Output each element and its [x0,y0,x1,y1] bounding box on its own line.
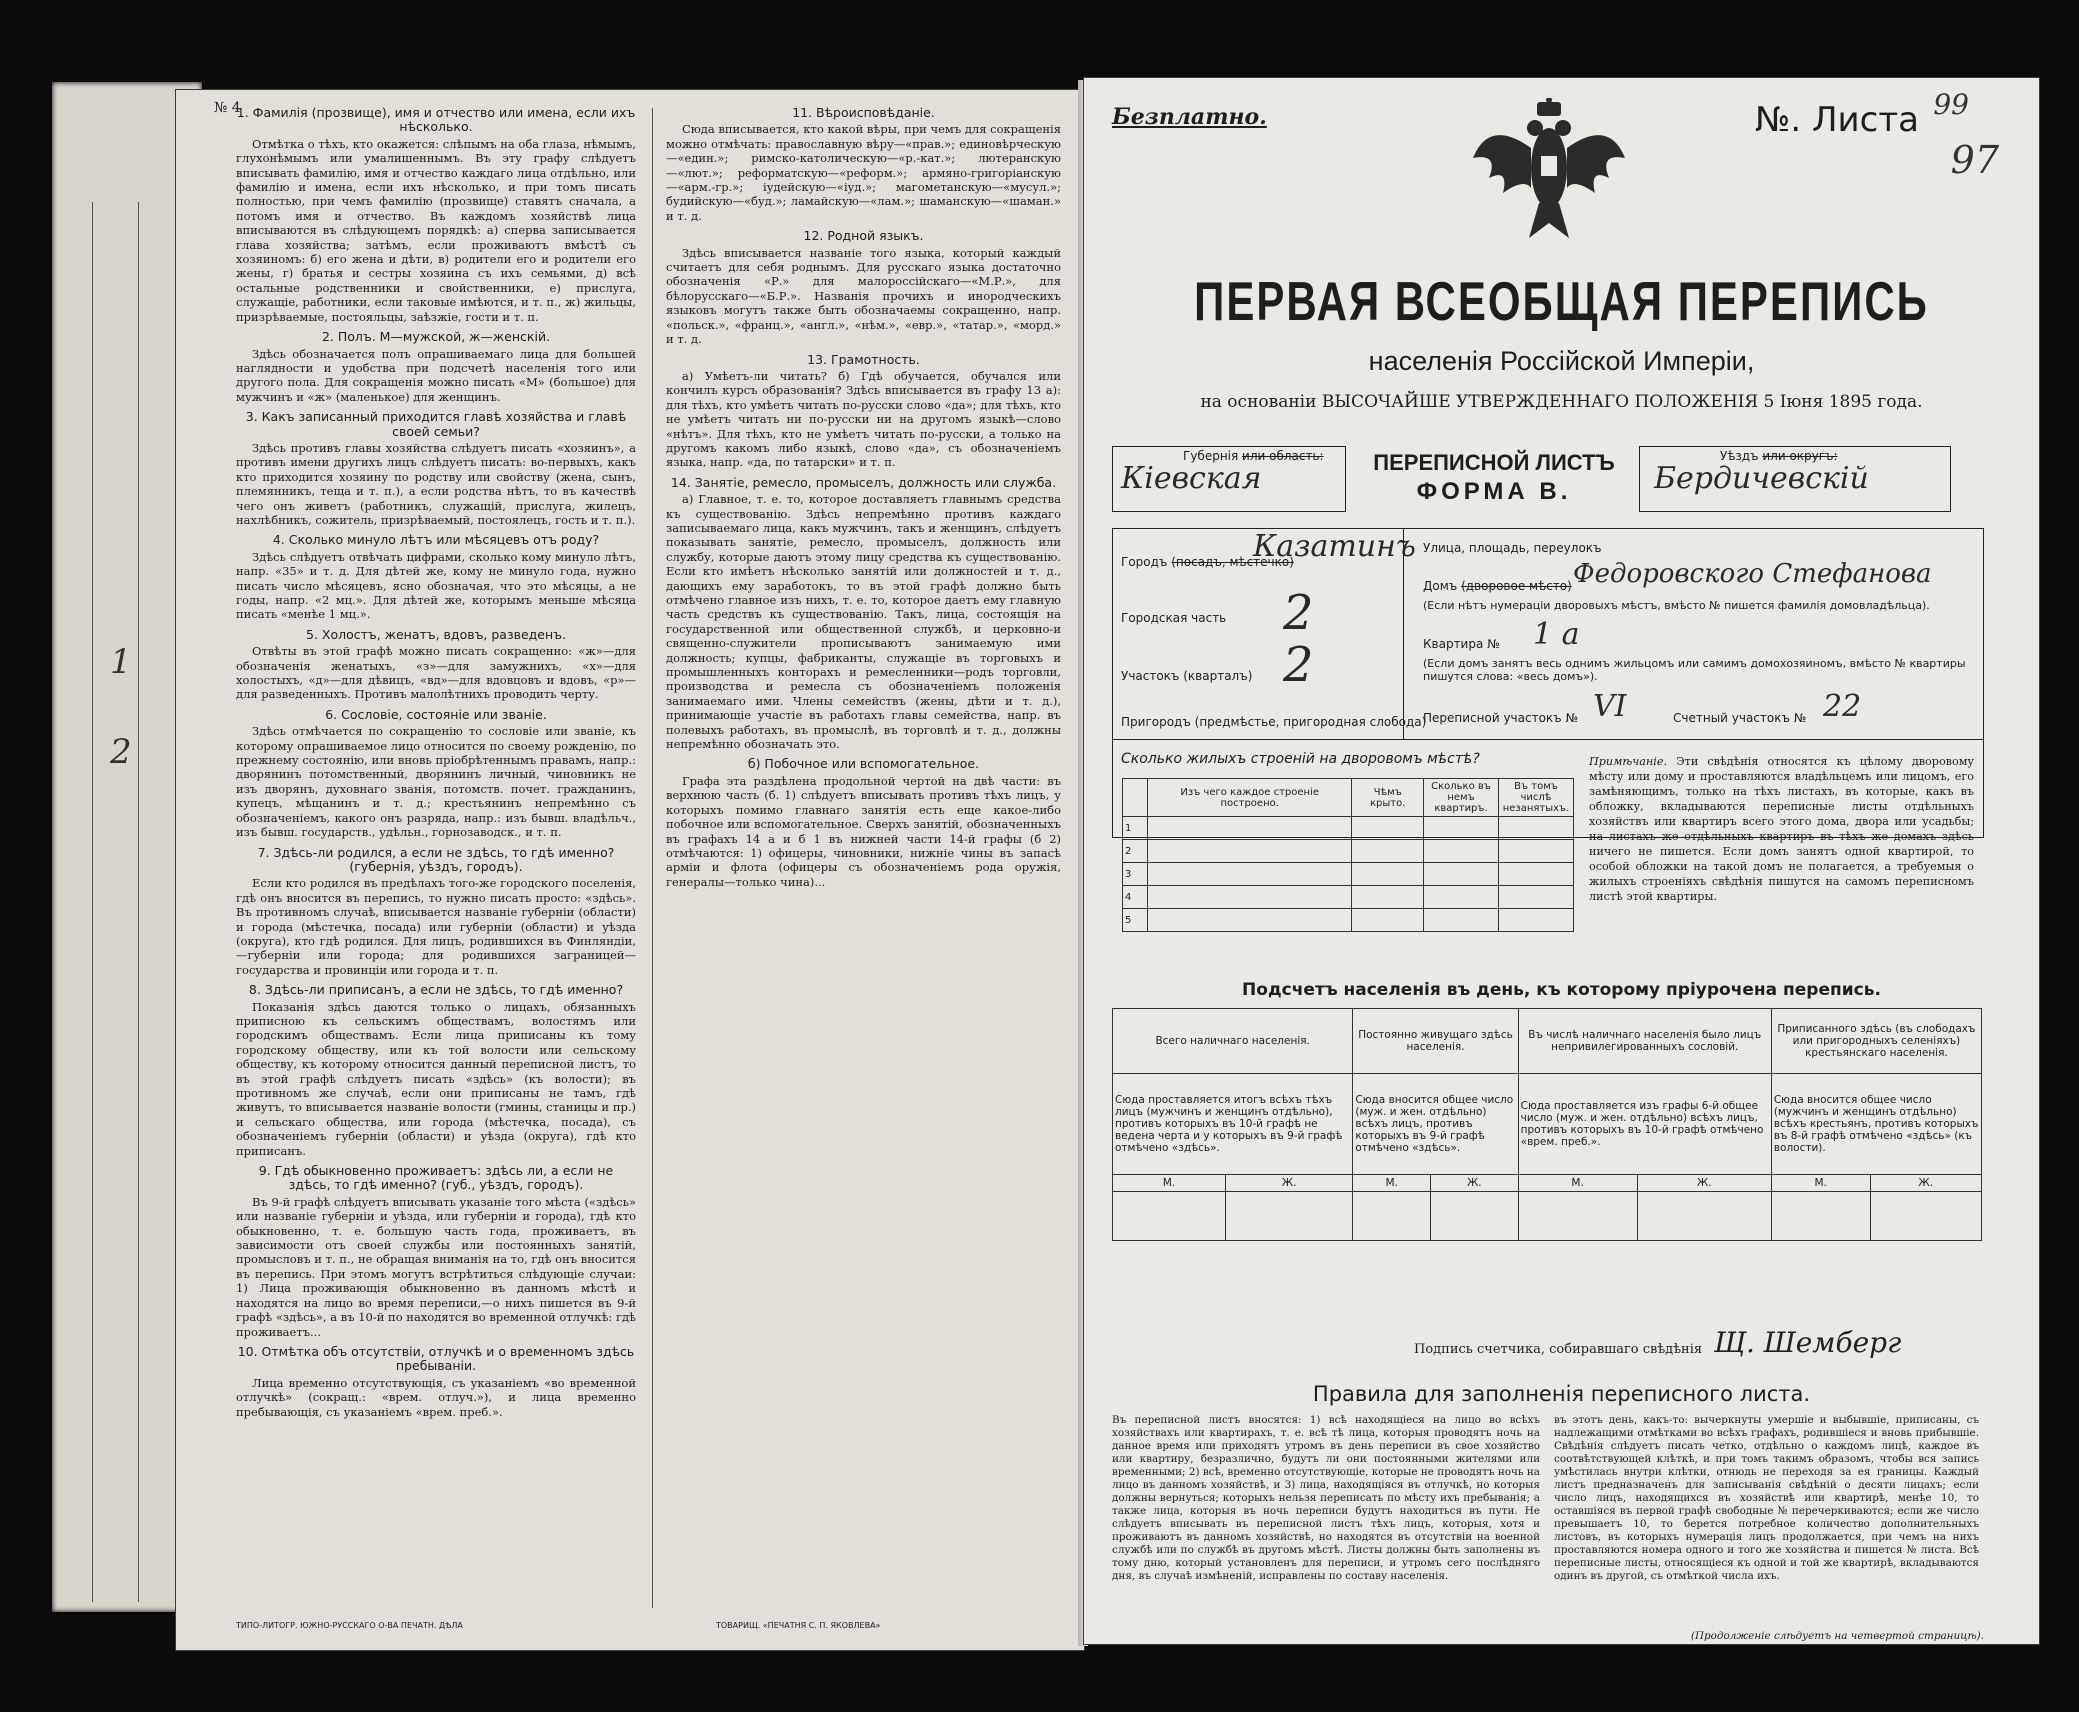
section-text: Здѣсь слѣдуетъ отвѣчать цифрами, сколько кому минуло лѣтъ, напр. «35» и т. д. Для дѣтей же, кому не минуло года, нужно писать число мѣсяцевъ, ясно обозначая, что это мѣсяцы, а не годы, напр. «2 мц.». Для дѣтей же, которымъ меньше мѣсяца писать «менѣе 1 мц.». [236,549,636,622]
male-label: М. [1353,1175,1431,1192]
imperial-eagle-emblem [1469,98,1629,248]
row-number: 2 [1123,840,1148,863]
printer-imprint-right: ТОВАРИЩ. «ПЕЧАТНЯ С. П. ЯКОВЛЕВА» [716,1621,881,1630]
buildings-header: Изъ чего каждое строенiе построено. [1148,779,1352,817]
uchastok-value: 2 [1283,637,1314,693]
section-text: Здѣсь вписывается названiе того языка, который каждый считаетъ для себя роднымъ. Для русскаго языка достаточно обозначенiя «Р.» для малороссiйскаго—«М.Р.», для бѣлорусскаго—«Б.Р.». Названiя прочихъ и инородческихъ языковъ могутъ также быть обозначаемы сокращенно, напр. «польск.», «франц.», «англ.», «нѣм.», «евр.», «татар.», «морд.» и т. д. [666,245,1061,347]
strip-rule [92,202,93,1602]
section-text: Графа эта раздѣлена продольной чертой на двѣ части: въ верхнюю часть (б. 1) слѣдуетъ вписывать противъ тѣхъ лицъ, у которыхъ помимо главнаго занятiя есть еще какое-либо побочное или вспомогательное. Сверхъ занятiй, обозначенныхъ въ графахъ 14 а и б 1 въ нижней части 14-й графы (б 2) отмѣчаются: 1) офицеры, чиновники, нижнiе чины въ запасѣ армiи и флота (офицеры съ обозначенiемъ рода оружiя, генералы—только чина)... [666,773,1061,889]
table-row [1123,840,1574,863]
continuation-note: (Продолженiе слѣдуетъ на четвертой страницѣ). [1690,1630,1984,1642]
section-text: а) Главное, т. е. то, которое доставляетъ главнымъ средства къ существованiю. Здѣсь непремѣнно противъ каждаго записываемаго лица, какъ мужчинъ, такъ и женщинъ, слѣдуетъ показывать занятiе, ремесло, промыселъ, должность или службу, которые даютъ этому лицу средства къ существованiю. Если кто имѣетъ нѣсколько занятiй или должностей и т. д., дающихъ ему заработокъ, то въ этой графѣ должно быть отмѣчено главное изъ нихъ, т. е. то, которое даетъ ему главную часть средствъ къ существованiю. Такъ, лица, состоящiя на государственной или общественной службѣ, и церковно-и священно-служители прописываютъ занимаемую ими должность; купцы, фабриканты, служащiе въ торговыхъ и промышленныхъ конторахъ и ремесленники—родъ торговли, производства и ремесла съ обозначенiемъ положенiя занимаемаго ими. Члены семействъ (жены, дѣти и т. д.), принимающiе участiе въ работахъ главы семейства, напр. въ полевыхъ работахъ, въ промыслѣ, въ торговлѣ и т. д., должны непремѣнно обозначать это. [666,492,1061,752]
table-row [1123,863,1574,886]
section-heading: б) Побочное или вспомогательное. [747,756,980,772]
guberniya-value: Кiевская [1121,461,1262,496]
male-label: М. [1518,1175,1637,1192]
section-text: Здѣсь обозначается полъ опрашиваемаго лица для большей наглядности и удобства при подсчетѣ населенiя того или другого пола. Для сокращенiя можно писать «М» (большое) для мужчинъ и «ж» (маленькое) для женщинъ. [236,346,636,404]
dom-value: Федоровского Стефанова [1573,559,1932,589]
city-part-value: 2 [1283,585,1314,641]
section-heading: 11. Вѣроисповѣданiе. [792,105,935,120]
page-mark: № 4 [214,100,241,116]
count-text: Сюда вносится общее число (муж. и жен. отдѣльно) всѣхъ лицъ, противъ которыхъ въ 9-й графѣ отмѣчено «здѣсь». [1353,1074,1518,1175]
row-number: 3 [1123,863,1148,886]
female-label: Ж. [1430,1175,1518,1192]
section-text: Здѣсь отмѣчается по сокращенiю то сословiе или званiе, къ которому опрашиваемое лицо относится по своему рожденiю, по прежнему состоянiю, или вновь прiобрѣтеннымъ правамъ, напр.: дворянинъ потомственный, дворянинъ личный, чиновникъ не изъ дворянъ, духовнаго званiя, потомств. почет. гражданинъ, купецъ, мѣщанинъ и т. д.; крестьянинъ непремѣнно съ обозначенiемъ, какого онъ разряда, напр.: изъ бывш. владѣльч., изъ бывш. государств., удѣльн., горнозаводск., и т. п. [236,724,636,840]
female-label: Ж. [1637,1175,1771,1192]
strip-rule [138,202,139,1602]
census-form-page [1084,78,2039,1644]
signature-value: Щ. Шемберг [1714,1326,1902,1359]
address-rule [1113,739,1983,740]
city-part-label: Городская часть [1121,611,1227,625]
count-text: Сюда проставляется изъ графы 6-й общее число (муж. и жен. отдѣльно) всѣхъ лицъ, противъ которыхъ въ 10-й графѣ отмѣчено «врем. преб.». [1518,1074,1771,1175]
count-title: Подсчетъ населенiя въ день, къ которому прiурочена перепись. [1242,980,1881,1000]
section-text: Показанiя здѣсь даются только о лицахъ, обязанныхъ приписною къ сельскимъ обществамъ, волостямъ или городскимъ обществамъ. Если лица приписаны къ тому городскому обществу, или къ той волости или сельскому обществу, къ которому относится данный переписной листъ, то въ этой графѣ слѣдуетъ писать «здѣсь» (къ волости); въ противномъ же случаѣ, если они приписаны не тамъ, гдѣ живутъ, то вписывается названiе волости (гмины, станицы и пр.) и сельскаго общества, или города (мѣстечка, посада), съ обозначенiемъ губернiи (области) и уѣзда (округа), гдѣ кто приписанъ. [236,999,636,1158]
uezd-value: Бердичевскiй [1654,461,1869,496]
perep-uchastok-label: Переписной участокъ № [1423,711,1578,725]
section-heading: 14. Занятiе, ремесло, промыселъ, должность или служба. [670,474,1057,490]
apartment-note: (Если домъ занятъ весь однимъ жильцомъ или самимъ домохозяиномъ, вмѣсто № квартиры пишутся слова: «весь домъ»). [1423,657,1966,683]
table-row [1123,817,1574,840]
buildings-header: Сколько въ немъ квартиръ. [1424,779,1499,817]
section-heading: 6. Сословiе, состоянiе или званiе. [325,706,547,722]
section-text: Лица временно отсутствующiя, съ указанiемъ «во временной отлучкѣ» (сокращ.: «врем. отлуч.»), и лица временно пребывающiя, съ указанiемъ «врем. преб.». [236,1375,636,1419]
printer-imprint-left: ТИПО-ЛИТОГР. ЮЖНО-РУССКАГО О-ВА ПЕЧАТН. ДѢЛА [236,1621,463,1630]
row-number: 5 [1123,909,1148,932]
row-number: 1 [1123,817,1148,840]
female-label: Ж. [1225,1175,1353,1192]
count-text: Сюда вносится общее число (мужчинъ и женщинъ отдѣльно) всѣхъ крестьянъ, противъ которыхъ въ 8-й графѣ отмѣчено «здѣсь» (къ волости). [1771,1074,1981,1175]
female-label: Ж. [1870,1175,1982,1192]
rules-title: Правила для заполненiя переписного листа. [1312,1382,1811,1406]
note-block [1589,754,1974,904]
male-label: М. [1113,1175,1226,1192]
instructions-column-2 [666,100,1061,891]
section-heading: 8. Здѣсь-ли приписанъ, а если не здѣсь, то гдѣ именно? [248,982,624,998]
section-heading: 7. Здѣсь-ли родился, а если не здѣсь, то гдѣ именно? (губернiя, уѣздъ, городъ). [257,844,615,874]
section-heading: 13. Грамотность. [807,351,920,367]
count-header: Въ числѣ наличнаго населенiя было лицъ непривилегированныхъ сословiй. [1518,1009,1771,1074]
section-heading: 12. Родной языкъ. [803,228,924,244]
rules-column-2: въ этотъ день, какъ-то: вычеркнуты умершiе и выбывшiе, приписаны, съ надлежащими отмѣтками во всѣхъ графахъ, родившiеся и вновь прибывшiе. Свѣдѣнiя слѣдуетъ писать четко, отдѣльно о каждомъ лицѣ, каждое въ соотвѣтствующей клѣткѣ, и при томъ такимъ образомъ, чтобы вся запись умѣстилась внутри клѣтки, отнюдь не переходя за ея границы. Каждый листъ предназначенъ для записыванiя свѣдѣнiй о десяти лицахъ; если число лицъ, находящихся въ хозяйствѣ или квартирѣ, менѣе 10, то оставшiяся въ первой графѣ свободные № перечеркиваются; если же число превышаетъ 10, то берется потребное количество дополнительныхъ листовъ, въ которыхъ нумерацiя лицъ продолжается, при чемъ на нихъ проставляются номера одного и того же хозяйства и пишется № листа. Всѣ переписные листы, относящiеся къ одной и той же квартирѣ, вкладываются одинъ въ другой, съ отмѣткой числа ихъ. [1554,1414,1979,1582]
sheet-number-label: №. Листа [1755,100,1919,140]
section-text: Отвѣты въ этой графѣ можно писать сокращенно: «ж»—для обозначенiя женатыхъ, «з»—для замужнихъ, «х»—для холостыхъ, «д»—для дѣвицъ, «вд»—для вдовцовъ и вдовъ, «р»—для разведенныхъ. Противъ малолѣтнихъ проводить черту. [236,644,636,702]
table-row [1123,886,1574,909]
count-header: Всего наличнаго населенiя. [1113,1009,1353,1074]
count-text: Сюда проставляется итогъ всѣхъ тѣхъ лицъ (мужчинъ и женщинъ отдѣльно), противъ которыхъ въ 10-й графѣ не ведена черта и у которыхъ въ 9-й графѣ отмѣчено «здѣсь». [1113,1074,1353,1175]
buildings-table [1122,778,1574,932]
section-heading: 1. Фамилiя (прозвище), имя и отчество или имена, если ихъ нѣсколько. [236,105,636,135]
section-heading: 4. Сколько минуло лѣтъ или мѣсяцевъ отъ роду? [272,532,600,548]
note-label: Примѣчанiе. [1589,755,1668,768]
apartment-label: Квартира № [1423,637,1500,651]
section-heading: 10. Отмѣтка объ отсутствiи, отлучкѣ и о временномъ здѣсь пребыванiи. [237,1343,635,1374]
census-title: ПЕРВАЯ ВСЕОБЩАЯ ПЕРЕПИСЬ [1194,270,1929,332]
count-header: Приписанного здѣсь (въ слободахъ или пригородныхъ селенiяхъ) крестьянскаго населенiя. [1771,1009,1981,1074]
note-text: Эти свѣдѣнiя относятся къ цѣлому дворовому мѣсту или дому и проставляются владѣльцемъ или лицомъ, его замѣняющимъ, только на тѣхъ листахъ, въ которые, какъ въ обложку, вкладываются переписные листы отдѣльныхъ хозяйствъ или квартиръ всего этого дома, двора или усадьбы; на листахъ же отдѣльныхъ квартиръ въ тѣхъ же домахъ здѣсь ничего не пишется. Если домъ занятъ одной квартирой, то особой обложки на такой домъ не полагается, а требуемыя о жилыхъ строенiяхъ свѣдѣнiя пишутся на самомъ переписномъ листѣ этой квартиры. [1589,755,1974,903]
count-mf-row [1113,1175,1982,1192]
section-text: Сюда вписывается, кто какой вѣры, при чемъ для сокращенiя можно отмѣчать: православную вѣру—«прав.»; единовѣрческую—«един.»; римско-католическую—«р.-кат.»; лютеранскую—«лют.»; реформатскую—«реформ.»; армяно-григорiанскую—«арм.-гр.»; iудейскую—«iуд.»; магометанскую—«мусул.»; будийскую—«буд.»; ламайскую—«лам.»; шаманскую—«шаман.» и т. д. [666,122,1061,223]
census-subtitle: населенiя Россiйской Имперiи, [1368,346,1755,376]
schet-uchastok-value: 22 [1823,689,1862,724]
male-label: М. [1771,1175,1870,1192]
schet-uchastok-label: Счетный участокъ № [1673,711,1807,725]
guberniya-label: Губернiя или область: [1183,449,1324,463]
sheet-number-handwritten: 99 [1933,88,1969,121]
form-title-line2: ФОРМА В. [1416,478,1572,505]
perep-uchastok-value: VI [1593,689,1627,724]
strip-number-1: 1 [110,642,132,682]
uezd-box [1639,446,1951,512]
buildings-header-row [1123,779,1574,817]
left-page-instructions [176,90,1084,1650]
rules-column-1: Въ переписной листъ вносятся: 1) всѣ находящiеся на лицо во всѣхъ хозяйствахъ или квартирахъ, т. е. всѣ тѣ лица, которыя проводятъ ночь на данное время или приходятъ утромъ въ день переписи въ свое хозяйство или квартиру, безразлично, будутъ ли они постоянными жителями или временными; 2) всѣ, временно отсутствующiе, которые не проводятъ ночь на лицо въ данномъ хозяйствѣ, и 3) лица, находящiяся въ отлучкѣ, но которыя должны вернуться; которыхъ нельзя переписать по мѣсту ихъ пребыванiя; а также лица, которыя въ ночь переписи будутъ находиться въ пути. Не слѣдуетъ вписывать въ переписной листъ тѣхъ лицъ, которыя, хотя и проживаютъ въ данномъ хозяйствѣ, но находятся въ отсутствiи на военной службѣ или по службѣ въ другомъ мѣстѣ. Листы должны быть заполнены въ тому дню, который установленъ для переписи, и утромъ сего послѣдняго дня, въ случаѣ измѣненiй, исправлены по составу населенiя. [1112,1414,1540,1582]
count-value-row [1113,1192,1982,1241]
section-text: Если кто родился въ предѣлахъ того-же городского поселенiя, гдѣ онъ вносится въ перепись, то нужно писать просто: «здѣсь». Въ противномъ случаѣ, вписывается названiе губернiи (области) и города (мѣстечка, посада) или губернiи (области) и уѣзда (округа), кто гдѣ родился. Для лицъ, родившихся въ Финляндiи,—губернiи или города; для родившихся заграницей—государства и провинцiи или города и т. п. [236,876,636,977]
signature-label: Подпись счетчика, собиравшаго свѣдѣнiя [1414,1342,1703,1357]
free-label: Безплатно. [1112,104,1267,130]
guberniya-box [1112,446,1346,512]
uchastok-label: Участокъ (кварталъ) [1121,669,1253,683]
section-text: Отмѣтка о тѣхъ, кто окажется: слѣпымъ на оба глаза, нѣмымъ, глухонѣмымъ или умалишеннымъ. Въ эту графу слѣдуетъ вписывать фамилiю, имя и отчество каждаго лица отдѣльно, или фамилiю и имена, если ихъ нѣсколько, и при томъ писать полностью, при чемъ фамилiю (прозвище) ставятъ сначала, а потомъ имя и отчество. Въ каждомъ хозяйствѣ лица вписываются въ слѣдующемъ порядкѣ: а) сперва записывается глава хозяйства; затѣмъ, если проживаютъ вмѣстѣ съ хозяиномъ: б) его жена и дѣти, в) родители его и родители его жены, г) братья и сестры хозяина съ ихъ семьями, д) всѣ остальные родственники и свойственники, е) прислуга, служащiе, работники, если таковые имѣются, и т. п., ж) жильцы, призрѣваемые, постояльцы, заѣзжiе, гости и т. п. [236,136,636,324]
dom-note: (Если нѣтъ нумерацiи дворовыхъ мѣстъ, вмѣсто № пишется фамилiя домовладѣльца). [1423,599,1930,612]
city-value: Казатинъ [1253,529,1416,564]
section-heading: 5. Холостъ, женатъ, вдовъ, разведенъ. [306,626,566,642]
count-header-row [1113,1009,1982,1074]
section-text: а) Умѣетъ-ли читать? б) Гдѣ обучается, обучался или кончилъ курсъ образованiя? Здѣсь вписывается въ графу 13 а): для тѣхъ, кто умѣетъ читать по-русски слово «да»; для тѣхъ, кто не умѣетъ читать ни по-русски ни на другомъ языкѣ—слово «нѣтъ». Для тѣхъ, кто не умѣетъ читать по-русски, а только на другомъ какомъ либо языкѣ, слово «да», съ обозначенiемъ языка, напр. «да, по татарски» и т. п. [666,368,1061,470]
city-label: Городъ (посадъ, мѣстечко) [1121,555,1294,569]
section-heading: 2. Полъ. М—мужской, ж—женскiй. [321,329,551,345]
population-count-table [1112,1008,1982,1241]
sheet-number-handwritten-2: 97 [1950,138,1999,182]
section-heading: 9. Гдѣ обыкновенно проживаетъ: здѣсь ли, а если не здѣсь, то гдѣ именно? (губ., уѣздъ, городъ). [258,1163,614,1193]
buildings-header: Чѣмъ крыто. [1352,779,1424,817]
strip-number-2: 2 [110,732,132,772]
form-title-line1: ПЕРЕПИСНОЙ ЛИСТЪ [1373,450,1615,475]
count-text-row [1113,1074,1982,1175]
row-number: 4 [1123,886,1148,909]
buildings-question: Сколько жилыхъ строенiй на дворовомъ мѣстѣ? [1121,751,1480,767]
apartment-value: 1 а [1533,617,1580,652]
instructions-column-1 [236,100,636,1421]
buildings-header: Въ томъ числѣ незанятыхъ. [1499,779,1574,817]
section-heading: 3. Какъ записанный приходится главѣ хозяйства и главѣ своей семьи? [245,409,627,439]
count-header: Постоянно живущаго здѣсь населенiя. [1353,1009,1518,1074]
dom-label: Домъ (дворовое мѣсто) [1423,579,1572,593]
street-label: Улица, площадь, переулокъ [1423,541,1602,555]
section-text: Въ 9-й графѣ слѣдуетъ вписывать указанiе того мѣста («здѣсь» или названiе губернiи и уѣзда, или губернiи и города), гдѣ кто обыкновенно, т. е. большую часть года, проживаетъ, въ зависимости отъ своей службы или постоянныхъ занятiй, промысловъ и т. п., не обращая вниманiя на то, гдѣ онъ вносится въ перепись. При этомъ могутъ встрѣтиться слѣдующiе случаи: 1) Лица проживающiя обыкновенно въ данномъ мѣстѣ и находятся на лицо во время переписи,—о нихъ пишется въ 9-й графѣ «здѣсь», а въ 10-й по находятся во временной отлучкѣ: гдѣ проживаетъ... [236,1194,636,1339]
prigorod-label: Пригородъ (предмѣстье, пригородная слобода) [1121,715,1427,729]
census-basis: на основанiи ВЫСОЧАЙШЕ УТВЕРЖДЕННАГО ПОЛОЖЕНIЯ 5 Iюня 1895 года. [1200,392,1923,412]
uezd-label: Уѣздъ или округъ: [1720,449,1838,463]
column-divider [652,108,653,1608]
table-row [1123,909,1574,932]
section-text: Здѣсь противъ главы хозяйства слѣдуетъ писать «хозяинъ», а противъ имени другихъ лицъ слѣдуетъ писать: во-первыхъ, какъ кто приходится хозяину по родству или свойству (жена, сынъ, племянникъ, теща и т. п.), а если родства нѣтъ, то въ качествѣ чего онъ живетъ (работникъ, служащiй, прислуга, жилецъ, нахлѣбникъ, сожитель, призрѣваемый, постоялецъ, гость и т. п.). [236,440,636,527]
